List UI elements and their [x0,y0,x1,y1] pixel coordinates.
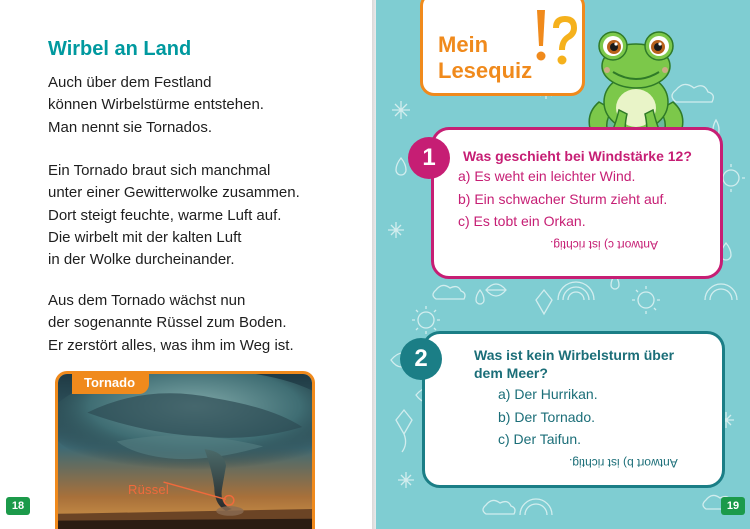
question-line: Was ist kein Wirbelsturm über [474,347,675,363]
answer-option: a) Es weht ein leichter Wind. [458,168,636,184]
text-line: Ein Tornado braut sich manchmal [48,162,271,179]
frog-mascot-icon [581,22,691,140]
answer-option: b) Der Tornado. [498,408,596,425]
paragraph-1 [48,72,264,139]
question-1-answers [458,165,667,233]
photo-label: Tornado [72,372,149,394]
text-line: Man nennt sie Tornados. [48,118,212,136]
question-number-2: 2 [400,338,442,380]
answer-option: c) Der Taifun. [498,431,581,447]
question-2-solution: Antwort b) ist richtig. [569,456,678,470]
text-line: Aus dem Tornado wächst nun [48,292,246,309]
text-line: der sogenannte Rüssel zum Boden. [48,314,287,332]
question-1-solution: Antwort c) ist richtig. [550,238,659,252]
answer-option: b) Ein schwacher Sturm zieht auf. [458,190,668,207]
text-line: in der Wolke durcheinander. [48,251,235,269]
right-page [376,0,750,529]
question-line: dem Meer? [474,365,548,381]
tornado-photo [55,371,315,529]
quiz-title [438,32,532,84]
question-2-answers [498,383,598,451]
paragraph-3 [48,290,294,357]
quiz-title-line: Lesequiz [438,58,533,83]
photo-annotation: Rüssel [128,482,169,497]
text-line: können Wirbelstürme entstehen. [48,96,264,114]
page-number-right: 19 [721,497,745,515]
tornado-image [58,374,312,529]
exclamation-question-icon [531,6,581,76]
text-line: Auch über dem Festland [48,74,212,91]
question-2-text [474,346,704,382]
quiz-title-line: Mein [438,32,489,57]
question-number-1: 1 [408,137,450,179]
text-line: Er zerstört alles, was ihm im Weg ist. [48,336,294,354]
page-number-left: 18 [6,497,30,515]
question-1-text: Was geschieht bei Windstärke 12? [463,148,692,164]
text-line: Dort steigt feuchte, warme Luft auf. [48,206,282,224]
answer-option: c) Es tobt ein Orkan. [458,213,586,229]
left-page [0,0,372,529]
paragraph-2 [48,160,300,271]
page-title: Wirbel an Land [48,38,192,60]
text-line: unter einer Gewitterwolke zusammen. [48,184,300,202]
answer-option: a) Der Hurrikan. [498,386,598,402]
text-line: Die wirbelt mit der kalten Luft [48,228,242,246]
